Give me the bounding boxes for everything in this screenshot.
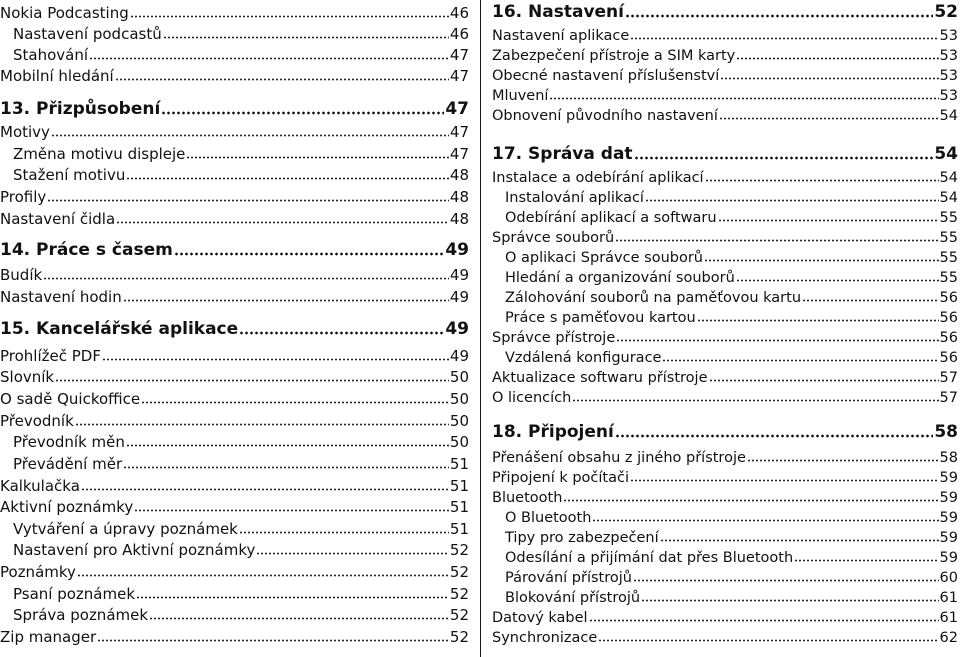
toc-page-number: 51: [449, 477, 469, 495]
toc-entry[interactable]: [492, 102, 958, 124]
toc-entry[interactable]: [0, 581, 469, 603]
toc-page-number: 50: [449, 433, 469, 451]
toc-page-number: 58: [939, 450, 958, 466]
toc-entry-title: Převodník: [0, 412, 74, 430]
toc-entry-title: Mluvení: [492, 88, 549, 104]
toc-page-number: 57: [939, 390, 958, 406]
toc-entry[interactable]: [0, 206, 469, 228]
dot-leader: [625, 14, 933, 18]
dot-leader: [51, 134, 449, 137]
toc-entry-title: Zabezpečení přístroje a SIM karty: [492, 48, 736, 64]
toc-page-number: 51: [449, 520, 469, 538]
toc-page-number: 48: [449, 166, 469, 184]
dot-leader: [75, 423, 449, 426]
dot-leader: [563, 499, 938, 502]
toc-page-number: 52: [449, 585, 469, 603]
toc-entry[interactable]: [0, 141, 469, 163]
dot-leader: [134, 509, 449, 512]
toc-entry[interactable]: [492, 184, 958, 206]
toc-chapter-heading[interactable]: [492, 0, 958, 22]
column-divider: [480, 0, 481, 657]
toc-entry-title: 18. Připojení: [492, 422, 614, 442]
dot-leader: [123, 299, 449, 302]
toc-page-number: 49: [445, 240, 469, 260]
toc-page-number: 50: [449, 368, 469, 386]
dot-leader: [256, 552, 449, 555]
toc-entry[interactable]: [492, 22, 958, 44]
toc-entry-title: 13. Přizpůsobení: [0, 99, 161, 119]
dot-leader: [97, 639, 449, 642]
toc-entry[interactable]: [0, 537, 469, 559]
toc-entry-title: Převádění měr: [13, 455, 123, 473]
toc-page-number: 52: [449, 541, 469, 559]
dot-leader: [615, 239, 938, 242]
toc-page-number: 49: [449, 288, 469, 306]
toc-entry[interactable]: [0, 42, 469, 64]
dot-leader: [705, 179, 939, 182]
dot-leader: [615, 434, 933, 438]
toc-page-number: 51: [449, 498, 469, 516]
toc-entry-title: Instalování aplikací: [505, 190, 644, 206]
dot-leader: [736, 279, 939, 282]
toc-entry-title: Obecné nastavení příslušenství: [492, 68, 720, 84]
toc-page-number: 55: [939, 270, 958, 286]
toc-entry-title: O Bluetooth: [505, 510, 592, 526]
dot-leader: [549, 97, 938, 100]
toc-entry-title: Prohlížeč PDF: [0, 347, 101, 365]
toc-page-number: 49: [445, 319, 469, 339]
toc-page-number: 49: [449, 266, 469, 284]
toc-page-number: 56: [939, 310, 958, 326]
toc-entry[interactable]: [0, 284, 469, 306]
toc-entry-title: Vzdálená konfigurace: [505, 350, 662, 366]
dot-leader: [130, 15, 449, 18]
toc-entry-title: O sadě Quickoffice: [0, 390, 141, 408]
toc-entry-title: Práce s paměťovou kartou: [505, 310, 696, 326]
dot-leader: [598, 639, 938, 642]
toc-entry-title: Stažení motivu: [13, 166, 126, 184]
toc-page-number: 54: [934, 144, 958, 164]
toc-entry[interactable]: [492, 164, 958, 186]
toc-entry[interactable]: [492, 244, 958, 266]
toc-page-number: 48: [449, 210, 469, 228]
toc-page-number: 59: [939, 550, 958, 566]
toc-entry-title: Stahování: [13, 46, 89, 64]
toc-entry-title: 17. Správa dat: [492, 144, 633, 164]
toc-entry[interactable]: [492, 62, 958, 84]
toc-entry[interactable]: [0, 624, 469, 646]
toc-entry[interactable]: [492, 584, 958, 606]
dot-leader: [77, 574, 449, 577]
toc-page-number: 54: [939, 190, 958, 206]
dot-leader: [747, 459, 939, 462]
dot-leader: [720, 77, 938, 80]
toc-entry[interactable]: [492, 364, 958, 386]
toc-entry-title: Obnovení původního nastavení: [492, 108, 718, 124]
toc-page-number: 59: [939, 470, 958, 486]
dot-leader: [81, 488, 449, 491]
toc-entry[interactable]: [0, 429, 469, 451]
toc-entry-title: Kalkulačka: [0, 477, 80, 495]
toc-entry-title: Nastavení aplikace: [492, 28, 630, 44]
toc-page-number: 48: [449, 188, 469, 206]
toc-entry-title: Aktualizace softwaru přístroje: [492, 370, 708, 386]
toc-page-number: 46: [449, 25, 469, 43]
dot-leader: [736, 57, 938, 60]
toc-entry-title: Aktivní poznámky: [0, 498, 134, 516]
toc-entry-title: Nokia Podcasting: [0, 4, 129, 22]
toc-entry[interactable]: [492, 604, 958, 626]
dot-leader: [163, 36, 449, 39]
dot-leader: [161, 111, 444, 115]
toc-entry[interactable]: [0, 602, 469, 624]
toc-entry[interactable]: [492, 284, 958, 306]
toc-page-number: 56: [939, 290, 958, 306]
toc-entry[interactable]: [492, 264, 958, 286]
toc-entry[interactable]: [492, 384, 958, 406]
toc-entry[interactable]: [0, 63, 469, 85]
toc-entry[interactable]: [0, 162, 469, 184]
toc-page-number: 52: [449, 606, 469, 624]
toc-entry[interactable]: [492, 524, 958, 546]
toc-chapter-heading[interactable]: [0, 97, 469, 119]
dot-leader: [123, 466, 449, 469]
toc-entry-title: Přenášení obsahu z jiného přístroje: [492, 450, 746, 466]
toc-entry[interactable]: [0, 473, 469, 495]
dot-leader: [239, 331, 444, 335]
toc-page-number: 53: [939, 48, 958, 64]
toc-page-number: 52: [449, 628, 469, 646]
dot-leader: [630, 37, 938, 40]
toc-entry-title: Blokování přístrojů: [505, 590, 641, 606]
toc-entry-title: Správa poznámek: [13, 606, 149, 624]
toc-page-number: 52: [934, 2, 958, 22]
toc-page-number: 47: [445, 99, 469, 119]
toc-page-number: 52: [449, 563, 469, 581]
dot-leader: [136, 596, 449, 599]
toc-entry-title: O licencích: [492, 390, 572, 406]
toc-chapter-heading[interactable]: [492, 142, 958, 164]
dot-leader: [89, 57, 449, 60]
toc-entry-title: Budík: [0, 266, 43, 284]
toc-entry[interactable]: [492, 624, 958, 646]
toc-entry[interactable]: [0, 21, 469, 43]
toc-page-number: 59: [939, 530, 958, 546]
dot-leader: [126, 444, 449, 447]
toc-entry-title: Mobilní hledání: [0, 67, 114, 85]
dot-leader: [645, 199, 939, 202]
toc-entry-title: Správce přístroje: [492, 330, 616, 346]
dot-leader: [102, 358, 449, 361]
toc-page-number: 62: [939, 630, 958, 646]
toc-entry[interactable]: [0, 119, 469, 141]
toc-entry-title: Nastavení čidla: [0, 210, 116, 228]
toc-entry[interactable]: [0, 364, 469, 386]
toc-page-number: 53: [939, 68, 958, 84]
dot-leader: [697, 319, 939, 322]
dot-leader: [718, 219, 939, 222]
toc-page-number: 55: [939, 230, 958, 246]
toc-entry[interactable]: [0, 262, 469, 284]
toc-entry-title: Nastavení hodin: [0, 288, 122, 306]
dot-leader: [149, 617, 449, 620]
dot-leader: [709, 379, 939, 382]
dot-leader: [589, 619, 939, 622]
toc-entry-title: Připojení k počítači: [492, 470, 629, 486]
toc-entry-title: Slovník: [0, 368, 55, 386]
toc-entry[interactable]: [492, 564, 958, 586]
toc-page-number: 54: [939, 108, 958, 124]
toc-page-number: 47: [449, 145, 469, 163]
toc-entry[interactable]: [492, 304, 958, 326]
dot-leader: [633, 579, 939, 582]
toc-entry-title: Zálohování souborů na paměťovou kartu: [505, 290, 802, 306]
toc-entry-title: Správce souborů: [492, 230, 615, 246]
dot-leader: [174, 252, 445, 256]
toc-entry-title: Tipy pro zabezpečení: [505, 530, 659, 546]
toc-entry[interactable]: [0, 494, 469, 516]
toc-page-number: 51: [449, 455, 469, 473]
toc-entry[interactable]: [0, 343, 469, 365]
toc-page-number: 46: [449, 4, 469, 22]
dot-leader: [616, 339, 938, 342]
toc-page-number: 47: [449, 46, 469, 64]
toc-entry-title: 16. Nastavení: [492, 2, 624, 22]
toc-entry[interactable]: [492, 544, 958, 566]
dot-leader: [239, 531, 449, 534]
toc-page-number: 60: [939, 570, 958, 586]
toc-entry[interactable]: [492, 484, 958, 506]
toc-entry[interactable]: [0, 408, 469, 430]
toc-page-number: 55: [939, 210, 958, 226]
toc-page-number: 55: [939, 250, 958, 266]
toc-entry-title: Nastavení podcastů: [13, 25, 162, 43]
toc-entry-title: Instalace a odebírání aplikací: [492, 170, 704, 186]
dot-leader: [186, 156, 449, 159]
toc-entry[interactable]: [492, 324, 958, 346]
dot-leader: [719, 117, 939, 120]
toc-entry[interactable]: [0, 0, 469, 22]
toc-entry-title: Odebírání aplikací a softwaru: [505, 210, 717, 226]
toc-entry-title: Vytváření a úpravy poznámek: [13, 520, 238, 538]
toc-page-number: 53: [939, 88, 958, 104]
toc-page-number: 49: [449, 347, 469, 365]
toc-entry-title: Hledání a organizování souborů: [505, 270, 735, 286]
toc-entry-title: Převodník měn: [13, 433, 125, 451]
toc-entry-title: 14. Práce s časem: [0, 240, 173, 260]
toc-entry-title: Zip manager: [0, 628, 97, 646]
toc-entry-title: O aplikaci Správce souborů: [505, 250, 703, 266]
toc-entry[interactable]: [0, 451, 469, 473]
dot-leader: [141, 401, 449, 404]
toc-entry-title: Motivy: [0, 123, 50, 141]
toc-entry[interactable]: [492, 204, 958, 226]
dot-leader: [126, 177, 449, 180]
dot-leader: [116, 221, 449, 224]
toc-entry[interactable]: [0, 559, 469, 581]
toc-entry-title: Změna motivu displeje: [13, 145, 186, 163]
toc-chapter-heading[interactable]: [492, 420, 958, 442]
dot-leader: [802, 299, 939, 302]
toc-page-number: 56: [939, 350, 958, 366]
dot-leader: [660, 539, 939, 542]
toc-page-number: 61: [939, 610, 958, 626]
toc-page-number: 57: [939, 370, 958, 386]
toc-entry-title: Bluetooth: [492, 490, 563, 506]
dot-leader: [641, 599, 938, 602]
dot-leader: [794, 559, 938, 562]
toc-page-number: 50: [449, 390, 469, 408]
dot-leader: [55, 379, 449, 382]
toc-page-number: 56: [939, 330, 958, 346]
toc-entry-title: Synchronizace: [492, 630, 598, 646]
toc-page-number: 54: [939, 170, 958, 186]
toc-chapter-heading[interactable]: [0, 238, 469, 260]
dot-leader: [704, 259, 939, 262]
toc-page-number: 47: [449, 67, 469, 85]
dot-leader: [115, 78, 449, 81]
dot-leader: [630, 479, 939, 482]
toc-entry[interactable]: [492, 464, 958, 486]
toc-entry[interactable]: [0, 386, 469, 408]
toc-entry-title: Profily: [0, 188, 47, 206]
toc-page-number: 53: [939, 28, 958, 44]
toc-entry[interactable]: [0, 184, 469, 206]
dot-leader: [634, 156, 934, 160]
dot-leader: [572, 399, 938, 402]
toc-entry[interactable]: [492, 344, 958, 366]
toc-entry-title: Odesílání a přijímání dat přes Bluetooth: [505, 550, 794, 566]
toc-page-number: 59: [939, 510, 958, 526]
toc-page-number: 58: [934, 422, 958, 442]
dot-leader: [592, 519, 938, 522]
toc-page-number: 59: [939, 490, 958, 506]
toc-entry-title: Psaní poznámek: [13, 585, 136, 603]
dot-leader: [43, 277, 449, 280]
toc-entry[interactable]: [492, 82, 958, 104]
toc-page-number: 47: [449, 123, 469, 141]
toc-entry[interactable]: [492, 42, 958, 64]
toc-page-number: 50: [449, 412, 469, 430]
toc-chapter-heading[interactable]: [0, 317, 469, 339]
toc-entry[interactable]: [492, 444, 958, 466]
toc-page-number: 61: [939, 590, 958, 606]
toc-entry-title: Poznámky: [0, 563, 76, 581]
toc-entry[interactable]: [492, 224, 958, 246]
toc-entry[interactable]: [0, 516, 469, 538]
dot-leader: [662, 359, 938, 362]
toc-entry-title: Nastavení pro Aktivní poznámky: [13, 541, 256, 559]
toc-entry-title: Datový kabel: [492, 610, 588, 626]
toc-entry-title: 15. Kancelářské aplikace: [0, 319, 239, 339]
dot-leader: [47, 199, 449, 202]
toc-entry-title: Párování přístrojů: [505, 570, 632, 586]
toc-entry[interactable]: [492, 504, 958, 526]
